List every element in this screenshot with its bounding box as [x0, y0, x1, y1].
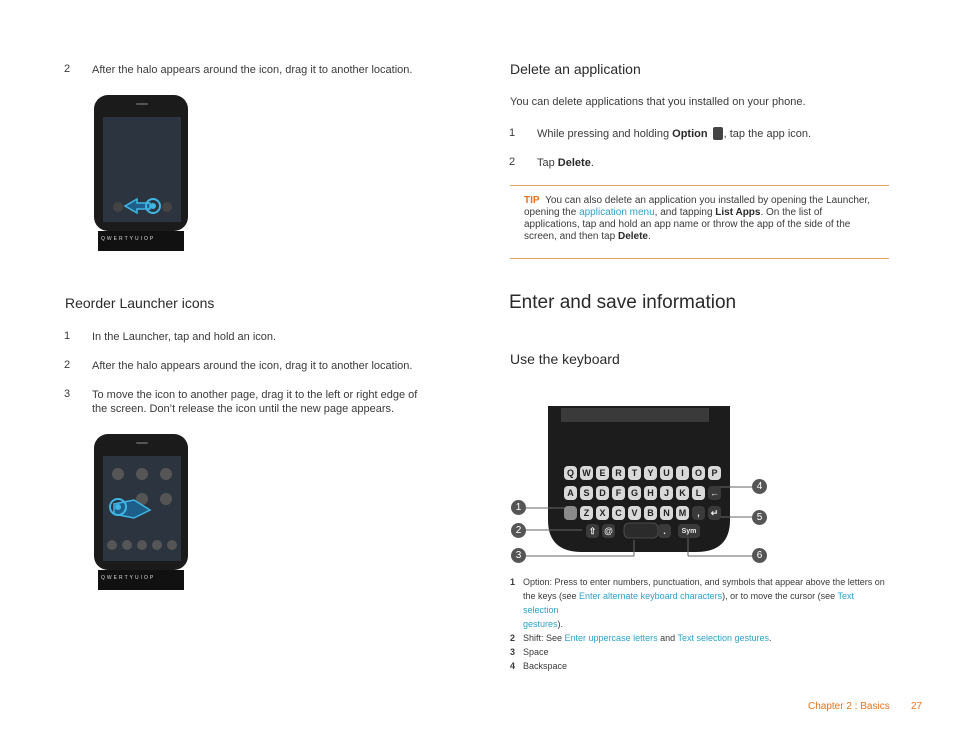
section-heading: Enter and save information	[509, 292, 737, 313]
tip-label: TIP	[524, 195, 540, 206]
option-key-icon	[564, 506, 577, 520]
keyboard-row-2	[564, 486, 721, 500]
callout-6: 6	[752, 548, 767, 563]
callout-3: 3	[511, 548, 526, 563]
key: U	[660, 466, 673, 480]
dot-key: .	[658, 524, 671, 538]
link-text-selection-gestures[interactable]: Text selection gestures	[677, 633, 769, 643]
delete-step-1: While pressing and holding Option , tap the app icon.	[537, 128, 812, 140]
phone-image-move-page	[92, 434, 190, 592]
key: C	[612, 506, 625, 520]
key: K	[676, 486, 689, 500]
callout-4: 4	[752, 479, 767, 494]
enter-key-icon: ↵	[708, 506, 721, 520]
key: M	[676, 506, 689, 520]
key: D	[596, 486, 609, 500]
key: A	[564, 486, 577, 500]
key: Z	[580, 506, 593, 520]
link-gestures[interactable]: gestures	[523, 619, 558, 629]
key: B	[644, 506, 657, 520]
key: N	[660, 506, 673, 520]
key: Q	[564, 466, 577, 480]
step-number: 1	[509, 127, 516, 139]
key: J	[660, 486, 673, 500]
step-number: 3	[64, 388, 71, 400]
keyboard-heading: Use the keyboard	[510, 351, 620, 367]
sym-key: Sym	[678, 524, 700, 538]
keyboard-row-4	[586, 524, 615, 538]
step-number: 2	[64, 359, 71, 371]
keyboard-captions: 1 Option: Press to enter numbers, punctuation, and symbols that appear above the letters on the keys (see Enter alternate keyboard characters), or to move the cursor (see Text selection gestures). 2 Shift: See Enter uppercase letters and Text selection gestures. 3 Space 4 Backspace	[510, 577, 885, 671]
reorder-heading: Reorder Launcher icons	[65, 295, 215, 311]
step-text: In the Launcher, tap and hold an icon.	[92, 331, 277, 343]
key: X	[596, 506, 609, 520]
step-number: 2	[64, 63, 71, 75]
application-menu-link[interactable]: application menu	[579, 207, 655, 218]
key: H	[644, 486, 657, 500]
step-text: After the halo appears around the icon, drag it to another location.	[92, 64, 413, 76]
key: L	[692, 486, 705, 500]
key: V	[628, 506, 641, 520]
divider	[510, 258, 889, 259]
page-number: 27	[911, 701, 923, 712]
keyboard-row: Q W E R T Y U I O P	[101, 236, 154, 242]
option-key-icon	[713, 127, 723, 140]
key: Y	[644, 466, 657, 480]
shift-key-icon: ⇧	[586, 524, 599, 538]
callout-2: 2	[511, 523, 526, 538]
key: I	[676, 466, 689, 480]
key: E	[596, 466, 609, 480]
step-text: To move the icon to another page, drag it to the left or right edge of	[92, 389, 418, 401]
key: T	[628, 466, 641, 480]
period-key: ,	[692, 506, 705, 520]
callout-5: 5	[752, 510, 767, 525]
step-text: After the halo appears around the icon, drag it to another location.	[92, 360, 413, 372]
key: P	[708, 466, 721, 480]
delete-intro: You can delete applications that you installed on your phone.	[510, 96, 806, 108]
key: O	[692, 466, 705, 480]
tip-box: TIP You can also delete an application you installed by opening the Launcher, opening the application menu, and tapping List Apps. On the list of applications, tap and hold an app name or throw the app of the side of the screen, and then tap Delete.	[524, 195, 871, 242]
callout-1: 1	[511, 500, 526, 515]
link-uppercase-letters[interactable]: Enter uppercase letters	[564, 633, 658, 643]
divider	[510, 185, 889, 186]
keyboard-row-1	[564, 466, 721, 480]
footer-chapter: Chapter 2 : Basics	[808, 701, 890, 712]
key: R	[612, 466, 625, 480]
step-text: the screen. Don’t release the icon until the new page appears.	[92, 403, 395, 415]
step-number: 1	[64, 330, 71, 342]
key: S	[580, 486, 593, 500]
keyboard-row: Q W E R T Y U I O P	[101, 575, 154, 581]
keyboard-row-3	[564, 506, 721, 520]
key: W	[580, 466, 593, 480]
delete-step-2: Tap Delete.	[537, 157, 594, 169]
step-number: 2	[509, 156, 516, 168]
phone-image-drag-icon	[92, 95, 190, 253]
key: G	[628, 486, 641, 500]
link-alternate-characters[interactable]: Enter alternate keyboard characters	[579, 591, 723, 601]
key: F	[612, 486, 625, 500]
link-text-selection[interactable]: Text selection	[523, 591, 855, 615]
keyboard-diagram	[506, 400, 774, 566]
backspace-key-icon: ←	[710, 488, 719, 498]
delete-heading: Delete an application	[510, 61, 641, 77]
at-key: @	[602, 524, 615, 538]
